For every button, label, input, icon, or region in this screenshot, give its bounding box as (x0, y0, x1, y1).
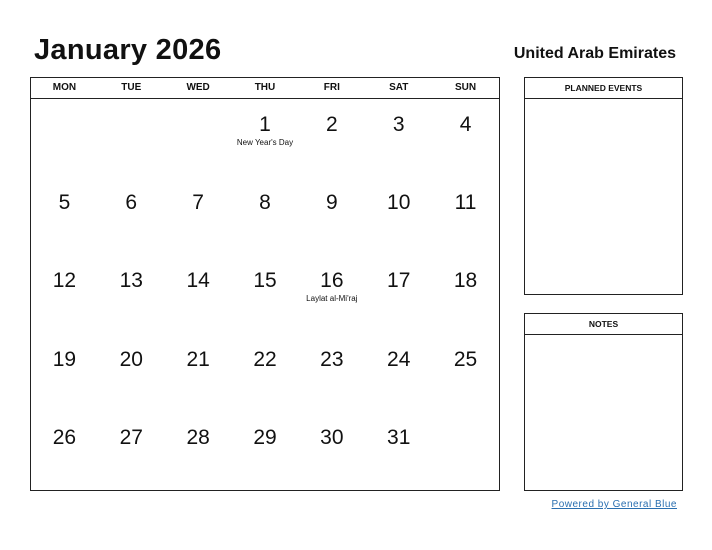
day-number: 19 (52, 347, 77, 371)
day-cell (232, 334, 299, 412)
day-cell (98, 412, 165, 490)
weekday-label: WED (186, 82, 210, 93)
day-number: 16 (320, 269, 344, 293)
day-cell (31, 177, 98, 255)
day-cell (232, 99, 299, 177)
day-number: 28 (186, 425, 210, 449)
day-number: 22 (253, 347, 277, 371)
day-number: 1 (259, 113, 271, 136)
day-number: 5 (58, 191, 71, 215)
day-number: 4 (459, 113, 472, 136)
day-number: 9 (326, 191, 338, 215)
day-number: 29 (253, 425, 277, 449)
day-cell (165, 99, 232, 177)
day-cell (298, 255, 365, 333)
notes-heading: NOTES (525, 314, 682, 335)
day-cell (165, 255, 232, 333)
day-cell (298, 334, 365, 412)
day-cell (165, 177, 232, 255)
day-number: 24 (387, 347, 411, 371)
day-number (165, 99, 232, 114)
page-title: January 2026 (34, 34, 222, 66)
day-cell (165, 412, 232, 490)
day-number: 2 (326, 113, 338, 136)
day-cell (31, 412, 98, 490)
weekday-label: SUN (455, 82, 477, 93)
day-cell (365, 334, 432, 412)
day-cell (365, 177, 432, 255)
day-cell (365, 99, 432, 177)
notes-panel (524, 313, 683, 491)
day-number: 30 (320, 425, 344, 449)
day-number: 6 (125, 191, 138, 215)
day-cell (98, 177, 165, 255)
day-cell (298, 99, 365, 177)
day-cell (365, 255, 432, 333)
weekday-label: THU (254, 82, 276, 93)
day-number: 14 (186, 269, 210, 293)
day-cell (298, 177, 365, 255)
powered-by-link[interactable]: Powered by General Blue (551, 499, 677, 510)
day-number: 23 (320, 347, 344, 371)
day-cell (31, 99, 98, 177)
day-cell (31, 334, 98, 412)
day-cell (98, 255, 165, 333)
day-number: 7 (192, 191, 204, 215)
day-number: 10 (387, 191, 411, 215)
day-number: 8 (259, 191, 271, 215)
day-number: 31 (387, 425, 411, 449)
planned-events-heading: PLANNED EVENTS (525, 78, 682, 99)
day-number: 18 (453, 269, 478, 293)
planned-events-panel (524, 77, 683, 295)
day-cell (232, 255, 299, 333)
weekday-label: SAT (389, 82, 409, 93)
weekday-label: FRI (323, 82, 340, 93)
day-cell (432, 255, 499, 333)
day-number: 13 (119, 269, 143, 293)
day-number: 27 (119, 425, 143, 449)
day-number: 25 (453, 347, 478, 371)
day-number: 26 (52, 425, 77, 449)
day-number: 12 (52, 269, 77, 293)
holiday-label: Laylat al-Mi'raj (306, 294, 358, 304)
day-number (432, 412, 499, 427)
day-cell (432, 99, 499, 177)
day-cell (98, 99, 165, 177)
calendar-body (31, 99, 499, 490)
weekday-label: TUE (121, 82, 142, 93)
holiday-label: New Year's Day (236, 138, 294, 147)
day-number: 17 (387, 269, 411, 293)
day-cell (365, 412, 432, 490)
day-cell (432, 334, 499, 412)
day-cell (232, 412, 299, 490)
calendar-grid (30, 77, 500, 491)
day-number (98, 99, 165, 114)
day-cell (232, 177, 299, 255)
day-number: 11 (454, 191, 477, 215)
day-cell (298, 412, 365, 490)
weekday-label: MON (52, 82, 77, 93)
country-name: United Arab Emirates (513, 45, 676, 62)
day-cell (432, 177, 499, 255)
weekday-header-row (31, 78, 499, 99)
day-cell (31, 255, 98, 333)
day-cell (165, 334, 232, 412)
day-number: 21 (186, 347, 210, 371)
day-number: 20 (119, 347, 143, 371)
day-cell (432, 412, 499, 490)
day-cell (98, 334, 165, 412)
day-number: 15 (253, 269, 277, 293)
day-number (31, 99, 98, 114)
day-number: 3 (392, 113, 405, 136)
